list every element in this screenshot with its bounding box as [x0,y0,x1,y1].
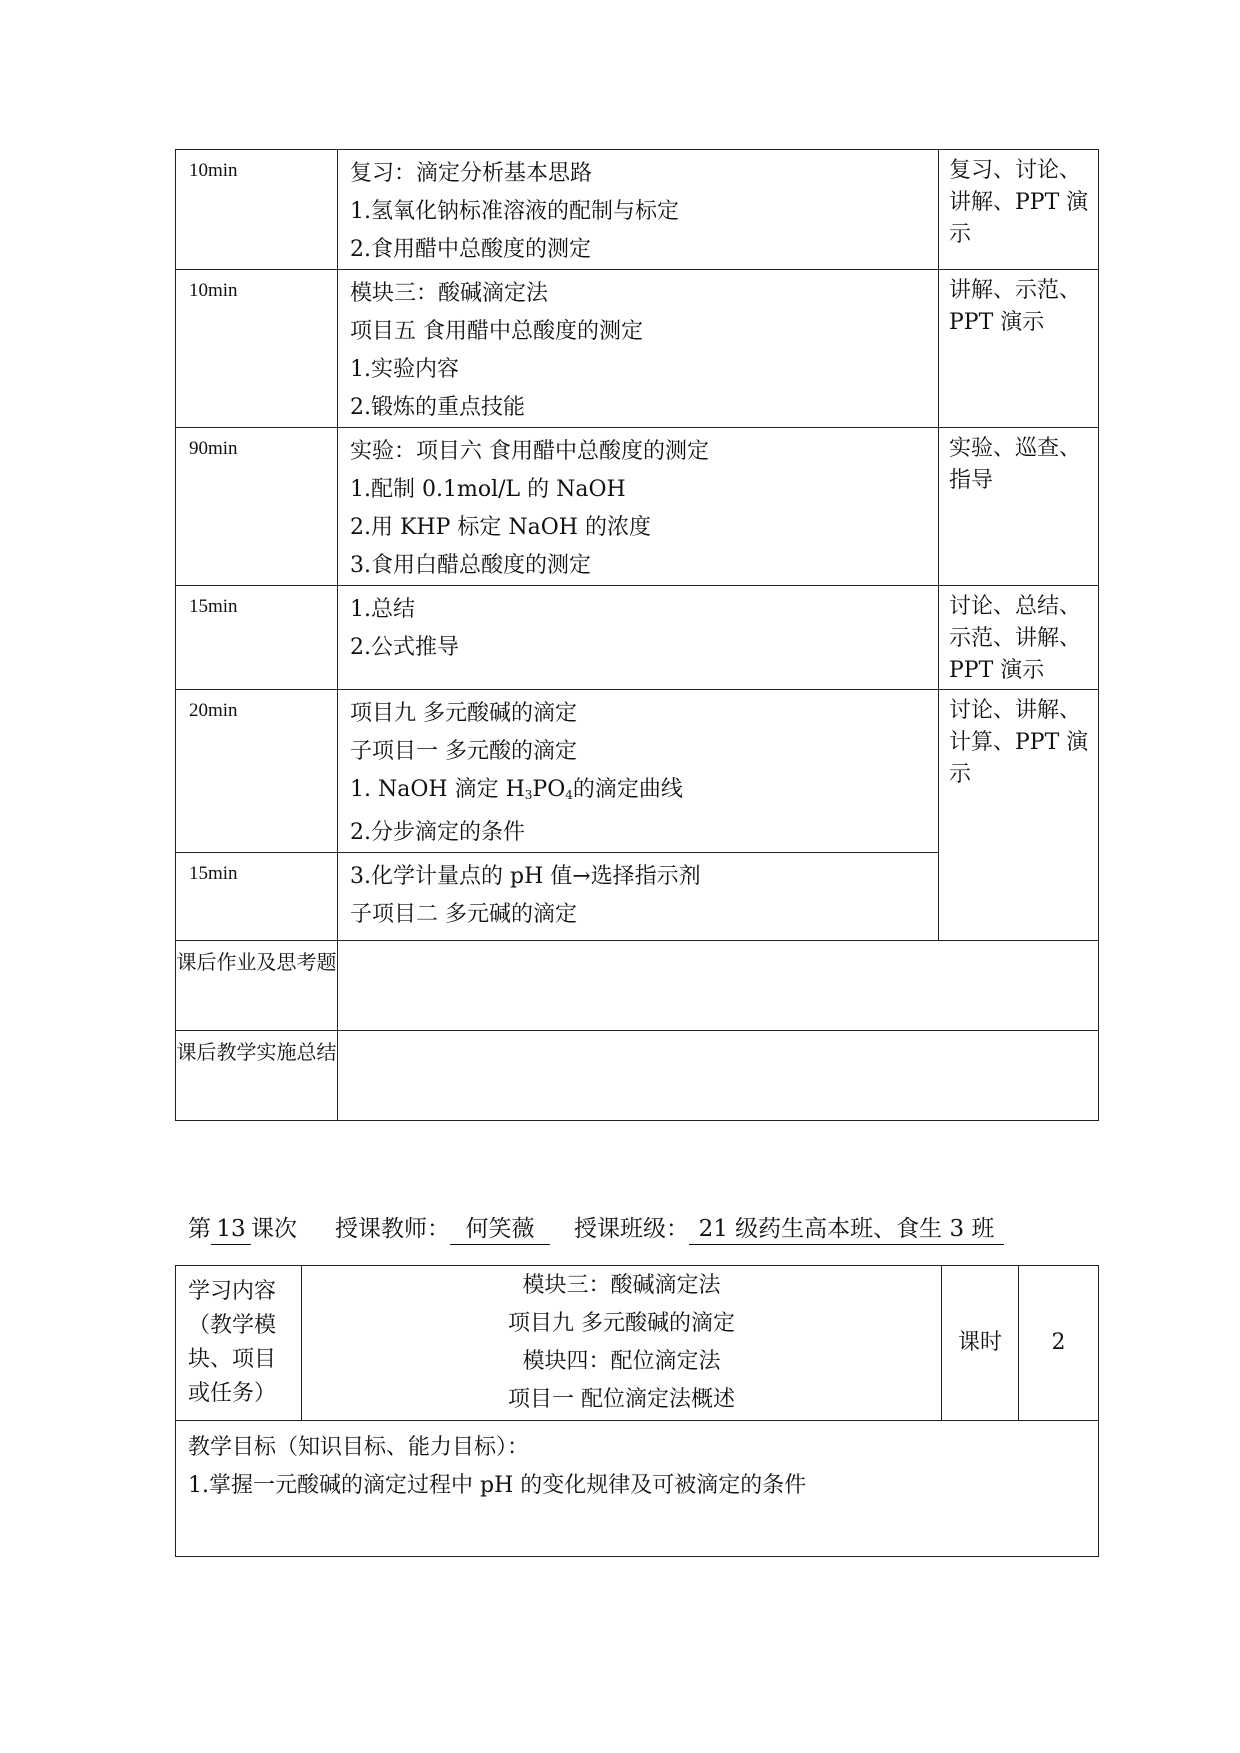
method-cell: 讨论、讲解、计算、PPT 演示 [939,690,1099,941]
method-cell: 实验、巡查、指导 [939,428,1099,586]
table-row [176,1266,1099,1421]
content-line: 项目一 配位滴定法概述 [508,1387,735,1412]
time-cell: 10min [176,150,338,270]
summary-label: 课后教学实施总结 [176,1031,338,1121]
content-line: 子项目一 多元酸的滴定 [350,739,577,764]
content-line: 子项目二 多元碱的滴定 [350,902,577,927]
content-line: 1.实验内容 [350,357,459,382]
content-line: 实验：项目六 食用醋中总酸度的测定 [350,439,709,464]
content-line: 2.分步滴定的条件 [350,820,525,845]
content-line: 3.食用白醋总酸度的测定 [350,553,591,578]
content-cell [338,150,939,270]
content-cell [338,428,939,586]
content-line: 复习：滴定分析基本思路 [350,161,593,186]
table-row [176,150,1099,270]
study-content-label: 学习内容 （教学模 块、项目 或任务） [176,1266,302,1421]
time-cell: 15min [176,586,338,690]
content-line: 1. NaOH 滴定 $H_3PO_4$的滴定曲线 [350,777,683,802]
content-line: 模块三：酸碱滴定法 [350,281,549,306]
content-cell [338,586,939,690]
content-line: 3.化学计量点的 pH 值→选择指示剂 [350,864,701,889]
content-line: 2.用 KHP 标定 NaOH 的浓度 [350,515,651,540]
hours-label: 课时 [942,1266,1019,1421]
table-row [176,428,1099,586]
content-cell [338,853,939,941]
table-row [176,690,1099,853]
content-line: 1.配制 0.1mol/L 的 NaOH [350,477,626,502]
goal-item: 1.掌握一元酸碱的滴定过程中 pH 的变化规律及可被滴定的条件 [188,1473,807,1498]
lesson-number: 13 [211,1214,251,1245]
content-line: 项目九 多元酸碱的滴定 [508,1311,735,1336]
content-cell [338,270,939,428]
content-line: 2.锻炼的重点技能 [350,395,525,420]
method-cell: 讨论、总结、示范、讲解、PPT 演示 [939,586,1099,690]
content-line: 2.食用醋中总酸度的测定 [350,237,591,262]
class-name: 21 级药生高本班、食生 3 班 [689,1214,1004,1245]
schedule-table [175,149,1099,1121]
time-cell: 15min [176,853,338,941]
table-row [176,270,1099,428]
content-line: 项目五 食用醋中总酸度的测定 [350,319,643,344]
h3po4-formula: $H_3PO_4$ [505,777,573,802]
hours-value: 2 [1019,1266,1099,1421]
content-line: 模块四：配位滴定法 [522,1349,721,1374]
content-line: 项目九 多元酸碱的滴定 [350,701,577,726]
table-row [176,1031,1099,1121]
homework-label: 课后作业及思考题 [176,941,338,1031]
teacher-name: 何笑薇 [450,1214,550,1245]
lesson-prefix: 第 [188,1216,211,1242]
table-row [176,586,1099,690]
content-cell [338,690,939,853]
content-line: 2.公式推导 [350,635,459,660]
content-line: 模块三：酸碱滴定法 [522,1273,721,1298]
class-label: 授课班级： [574,1216,689,1242]
homework-cell [338,941,1099,1031]
goals-title: 教学目标（知识目标、能力目标）： [188,1435,530,1460]
lesson-header [188,1210,1004,1245]
table-row [176,1421,1099,1557]
time-cell: 90min [176,428,338,586]
study-content [302,1266,942,1421]
content-line: 1.氢氧化钠标准溶液的配制与标定 [350,199,679,224]
method-cell: 讲解、示范、PPT 演示 [939,270,1099,428]
time-cell: 20min [176,690,338,853]
content-line: 1.总结 [350,597,415,622]
teacher-label: 授课教师： [335,1216,450,1242]
table-row [176,941,1099,1031]
summary-cell [338,1031,1099,1121]
time-cell: 10min [176,270,338,428]
lesson-suffix: 课次 [251,1216,297,1242]
lesson-table [175,1265,1099,1557]
method-cell: 复习、讨论、讲解、PPT 演示 [939,150,1099,270]
teaching-goals [176,1421,1099,1557]
